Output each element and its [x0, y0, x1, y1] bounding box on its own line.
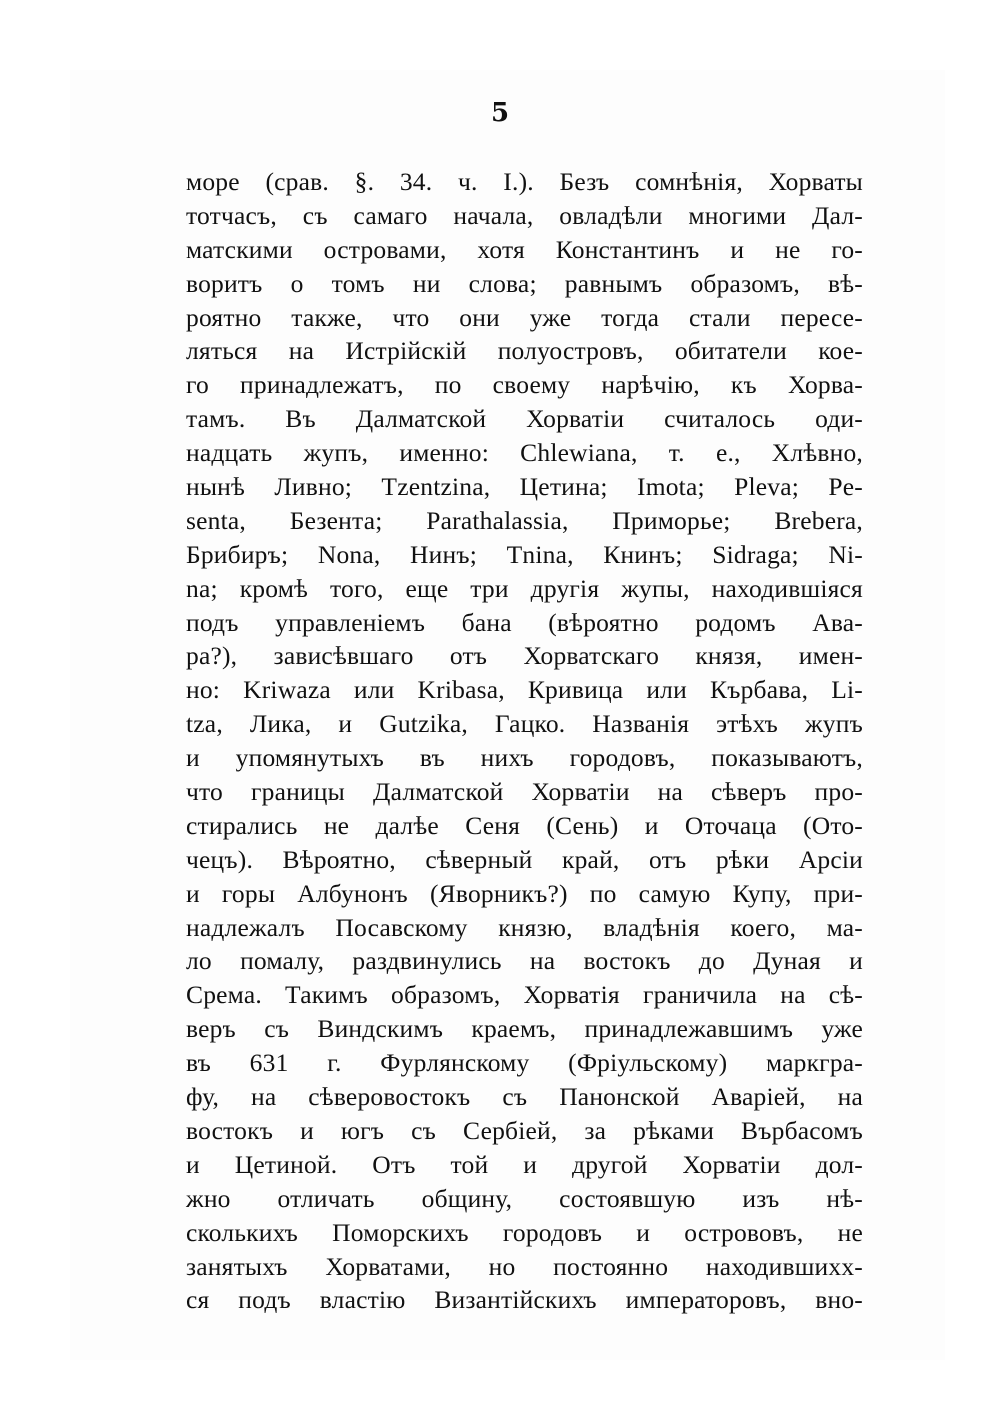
text-line: фу, на сѣверовостокъ съ Панонской Аваріей, на	[186, 1082, 863, 1112]
text-line: стирались не далѣе Сеня (Сень) и Оточаца (Ото-	[186, 810, 863, 840]
body-text	[186, 165, 863, 1317]
text-line: занятыхъ Хорватами, но постоянно находившихх-	[186, 1251, 863, 1281]
text-line: роятно также, что они уже тогда стали пересе-	[186, 302, 863, 332]
text-line: na; кромѣ того, еще три другія жупы, находившіяся	[186, 573, 863, 603]
text-line: и упомянутыхъ въ нихъ городовъ, показываютъ,	[186, 743, 863, 773]
text-line: чецъ). Вѣроятно, сѣверный край, отъ рѣки Арсіи	[186, 844, 863, 874]
text-line: senta, Безента; Parathalassia, Приморье; Brebera,	[186, 505, 863, 535]
text-line: ся подъ властію Византійскихъ императоровъ, вно-	[186, 1285, 863, 1315]
text-line: матскими островами, хотя Константинъ и не го-	[186, 234, 863, 264]
text-line: ра?), зависѣвшаго отъ Хорватскаго князя, имен-	[186, 641, 863, 671]
text-line: что границы Далматской Хорватіи на сѣверъ про-	[186, 777, 863, 807]
text-line: тотчасъ, съ самаго начала, овладѣли многими Дал-	[186, 200, 863, 230]
text-line: ло помалу, раздвинулись на востокъ до Дуная и	[186, 946, 863, 976]
text-line: и горы Албунонъ (Яворникъ?) по самую Купу, при-	[186, 878, 863, 908]
text-line: го принадлежатъ, по своему нарѣчію, къ Хорва-	[186, 370, 863, 400]
text-line: нынѣ Ливно; Tzentzina, Цетина; Imota; Pleva; Pe-	[186, 472, 863, 502]
text-line: и Цетиной. Отъ той и другой Хорватіи дол-	[186, 1149, 863, 1179]
text-line: подъ управленіемъ бана (вѣроятно родомъ Ава-	[186, 607, 863, 637]
text-line: ляться на Истрійскій полуостровъ, обитатели кое-	[186, 336, 863, 366]
text-line: море (срав. §. 34. ч. I.). Безъ сомнѣнія, Хорваты	[186, 167, 863, 196]
text-line: Брибиръ; Nona, Нинъ; Tnina, Книнъ; Sidraga; Ni-	[186, 539, 863, 569]
text-line: тамъ. Въ Далматской Хорватіи считалось оди-	[186, 404, 863, 434]
text-line: воритъ о томъ ни слова; равнымъ образомъ, вѣ-	[186, 268, 863, 298]
text-line: надцать жупъ, именно: Chlewiana, т. е., Хлѣвно,	[186, 438, 863, 468]
text-line: востокъ и югъ съ Сербіей, за рѣками Върбасомъ	[186, 1115, 863, 1145]
text-line: сколькихъ Поморскихъ городовъ и острововъ, не	[186, 1217, 863, 1247]
text-line: надлежалъ Посавскому князю, владѣнія коего, ма-	[186, 912, 863, 942]
text-line: въ 631 г. Фурлянскому (Фріульскому) маркгра-	[186, 1048, 863, 1078]
text-line: но: Kriwaza или Kribasa, Кривица или Кърбава, Li-	[186, 675, 863, 705]
page-number: 5	[490, 98, 510, 128]
text-line: веръ съ Виндскимъ краемъ, принадлежавшимъ уже	[186, 1014, 863, 1044]
text-line: Срема. Такимъ образомъ, Хорватія граничила на сѣ-	[186, 980, 863, 1010]
text-line: tza, Лика, и Gutzika, Гацко. Названія этѣхъ жупъ	[186, 709, 863, 739]
text-line: жно отличать общину, состоявшую изъ нѣ-	[186, 1183, 863, 1213]
